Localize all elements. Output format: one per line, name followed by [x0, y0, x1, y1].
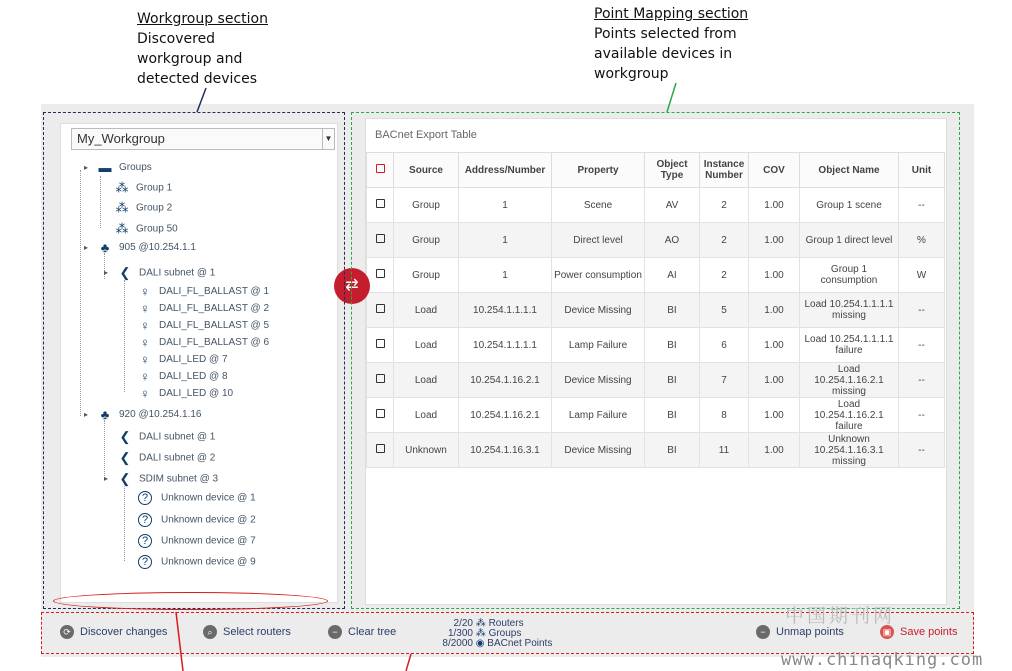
point-mapping-annotation-line: available devices in [594, 46, 733, 62]
cell-property: Power consumption [552, 258, 645, 293]
cell-unit: -- [899, 328, 945, 363]
target-icon: ◉ [475, 638, 485, 649]
watermark-url: www.chinaqking.com [781, 650, 984, 670]
cell-object-name: Group 1 scene [800, 188, 899, 223]
bulb-icon: ♀ [140, 284, 150, 299]
column-header-unit[interactable]: Unit [899, 153, 945, 188]
cell-object-type: AV [645, 188, 700, 223]
refresh-icon: ⟳ [60, 625, 74, 639]
cell-cov: 1.00 [749, 328, 800, 363]
cell-unit: -- [899, 363, 945, 398]
column-header-source[interactable]: Source [394, 153, 459, 188]
cell-instance: 6 [700, 328, 749, 363]
column-header-instance[interactable]: Instance Number [700, 153, 749, 188]
cell-address: 1 [459, 258, 552, 293]
cell-unit: -- [899, 293, 945, 328]
cell-cov: 1.00 [749, 293, 800, 328]
cell-instance: 8 [700, 398, 749, 433]
question-icon: ? [138, 534, 152, 548]
chevron-down-icon[interactable]: ▼ [322, 129, 334, 149]
point-mapping-leader-line [667, 83, 676, 112]
cell-source: Load [394, 363, 459, 398]
cell-cov: 1.00 [749, 398, 800, 433]
cell-object-type: BI [645, 363, 700, 398]
minus-icon: − [328, 625, 342, 639]
cell-unit: -- [899, 188, 945, 223]
clear-tree-label: Clear tree [348, 626, 397, 638]
tree-node-label: Unknown device @ 9 [161, 556, 256, 568]
column-header-object-name[interactable]: Object Name [800, 153, 899, 188]
cell-property: Scene [552, 188, 645, 223]
cell-source: Load [394, 398, 459, 433]
discover-changes-label: Discover changes [80, 626, 168, 638]
save-points-label: Save points [900, 626, 958, 638]
cell-instance: 11 [700, 433, 749, 468]
cell-object-type: BI [645, 433, 700, 468]
cell-cov: 1.00 [749, 433, 800, 468]
question-icon: ? [138, 555, 152, 569]
cell-property: Device Missing [552, 363, 645, 398]
tree-expander-icon[interactable]: ▸ [84, 163, 89, 172]
bulb-icon: ♀ [140, 369, 150, 384]
toolbar-leader-line [176, 612, 183, 671]
cell-source: Load [394, 293, 459, 328]
cell-cov: 1.00 [749, 258, 800, 293]
bulb-icon: ♀ [140, 301, 150, 316]
group-icon: ⁂ [115, 200, 129, 215]
watermark-cn: 中国期刊网 [785, 606, 896, 627]
toolbar-leader-line [406, 654, 411, 671]
cell-property: Device Missing [552, 293, 645, 328]
group-icon: ⁂ [115, 180, 129, 195]
cell-cov: 1.00 [749, 188, 800, 223]
folder-icon: ▬ [98, 160, 112, 175]
tree-node-label: DALI subnet @ 1 [139, 267, 216, 279]
tree-node-label: DALI_FL_BALLAST @ 5 [159, 320, 270, 331]
cell-instance: 2 [700, 188, 749, 223]
tree-node-label: Group 1 [136, 182, 173, 194]
minus-icon: − [756, 625, 770, 639]
column-header-property[interactable]: Property [552, 153, 645, 188]
groups-count: 1/300 [447, 628, 473, 639]
cell-instance: 2 [700, 223, 749, 258]
search-icon: ⌕ [203, 625, 217, 639]
cell-address: 10.254.1.1.1.1 [459, 328, 552, 363]
workgroup-leader-line [197, 88, 206, 112]
workgroup-annotation-title: Workgroup section [137, 11, 268, 27]
unmap-points-label: Unmap points [776, 626, 844, 638]
tree-node-label: Group 50 [136, 223, 178, 235]
bulb-icon: ♀ [140, 335, 150, 350]
group-icon: ⁂ [475, 628, 486, 639]
cell-object-name: Load 10.254.1.1.1.1 missing [800, 293, 899, 328]
column-header-address[interactable]: Address/Number [459, 153, 552, 188]
swap-arrows-icon: ⇄ [345, 277, 359, 294]
tree-node-label: DALI subnet @ 2 [139, 452, 216, 464]
cell-source: Load [394, 328, 459, 363]
cell-object-type: AO [645, 223, 700, 258]
cell-unit: % [899, 223, 945, 258]
tree-node-label: DALI subnet @ 1 [139, 431, 216, 443]
tree-node-label: Unknown device @ 7 [161, 535, 256, 547]
cell-object-name: Unknown 10.254.1.16.3.1 missing [800, 433, 899, 468]
cell-object-name: Load 10.254.1.16.2.1 missing [800, 363, 899, 398]
groups-label: Groups [488, 628, 522, 639]
point-mapping-annotation-line: Points selected from [594, 26, 737, 42]
tree-node-label: DALI_LED @ 7 [159, 354, 228, 365]
routers-count: 2/20 [453, 618, 473, 629]
column-header-object-type[interactable]: Object Type [645, 153, 700, 188]
cell-property: Device Missing [552, 433, 645, 468]
routers-label: Routers [488, 618, 524, 629]
group-icon: ⁂ [115, 221, 129, 236]
export-table-title: BACnet Export Table [375, 129, 477, 141]
cell-object-name: Group 1 consumption [800, 258, 899, 293]
tree-node-label: 905 @10.254.1.1 [119, 242, 196, 253]
cell-address: 10.254.1.16.2.1 [459, 363, 552, 398]
cell-unit: W [899, 258, 945, 293]
router-icon: ♣ [100, 240, 110, 255]
tree-node-label: SDIM subnet @ 3 [139, 473, 219, 485]
router-icon: ♣ [100, 407, 110, 422]
tree-node-label: 920 @10.254.1.16 [119, 409, 202, 420]
column-header-cov[interactable]: COV [749, 153, 800, 188]
subnet-icon: ❮ [119, 450, 131, 465]
tree-node-label: DALI_FL_BALLAST @ 6 [159, 337, 270, 348]
workgroup-annotation-line: workgroup and [137, 51, 243, 67]
cell-property: Lamp Failure [552, 398, 645, 433]
cell-instance: 5 [700, 293, 749, 328]
cell-address: 10.254.1.16.3.1 [459, 433, 552, 468]
cell-cov: 1.00 [749, 223, 800, 258]
cell-object-type: BI [645, 398, 700, 433]
subnet-icon: ❮ [119, 429, 131, 444]
save-icon: ▣ [880, 625, 894, 639]
tree-node-label: Unknown device @ 2 [161, 514, 256, 526]
tree-node-label: DALI_LED @ 10 [159, 388, 234, 399]
workgroup-select-value: My_Workgroup [77, 131, 165, 146]
tree-node-label: Group 2 [136, 202, 173, 214]
points-label: BACnet Points [487, 638, 553, 649]
cell-address: 1 [459, 188, 552, 223]
bulb-icon: ♀ [140, 318, 150, 333]
cell-property: Direct level [552, 223, 645, 258]
router-icon: ⁂ [475, 618, 486, 629]
tree-expander-icon[interactable]: ▸ [84, 410, 89, 419]
cell-instance: 2 [700, 258, 749, 293]
tree-expander-icon[interactable]: ▸ [104, 268, 109, 277]
points-count: 8/2000 [442, 638, 473, 649]
tree-node-label: Unknown device @ 1 [161, 492, 256, 504]
cell-object-type: BI [645, 328, 700, 363]
tree-expander-icon[interactable]: ▸ [84, 243, 89, 252]
tree-node-label: DALI_FL_BALLAST @ 2 [159, 303, 270, 314]
point-mapping-annotation-line: workgroup [594, 66, 669, 82]
cell-address: 1 [459, 223, 552, 258]
point-mapping-annotation-title: Point Mapping section [594, 6, 749, 22]
cell-source: Group [394, 258, 459, 293]
workgroup-annotation-line: Discovered [137, 31, 216, 47]
tree-node-label: Groups [119, 162, 152, 173]
cell-unit: -- [899, 398, 945, 433]
tree-expander-icon[interactable]: ▸ [104, 474, 109, 483]
cell-address: 10.254.1.16.2.1 [459, 398, 552, 433]
cell-object-type: BI [645, 293, 700, 328]
cell-object-name: Group 1 direct level [800, 223, 899, 258]
workgroup-annotation-line: detected devices [137, 71, 258, 87]
select-routers-label: Select routers [223, 626, 291, 638]
cell-object-type: AI [645, 258, 700, 293]
cell-object-name: Load 10.254.1.16.2.1 failure [800, 398, 899, 433]
subnet-icon: ❮ [119, 471, 131, 486]
cell-source: Group [394, 223, 459, 258]
cell-instance: 7 [700, 363, 749, 398]
subnet-icon: ❮ [119, 265, 131, 280]
cell-property: Lamp Failure [552, 328, 645, 363]
cell-object-name: Load 10.254.1.1.1.1 failure [800, 328, 899, 363]
cell-unit: -- [899, 433, 945, 468]
cell-cov: 1.00 [749, 363, 800, 398]
tree-node-label: DALI_LED @ 8 [159, 371, 228, 382]
bulb-icon: ♀ [140, 352, 150, 367]
question-icon: ? [138, 513, 152, 527]
bulb-icon: ♀ [140, 386, 150, 401]
cell-address: 10.254.1.1.1.1 [459, 293, 552, 328]
cell-source: Group [394, 188, 459, 223]
tree-node-label: DALI_FL_BALLAST @ 1 [159, 286, 270, 297]
cell-source: Unknown [394, 433, 459, 468]
question-icon: ? [138, 491, 152, 505]
